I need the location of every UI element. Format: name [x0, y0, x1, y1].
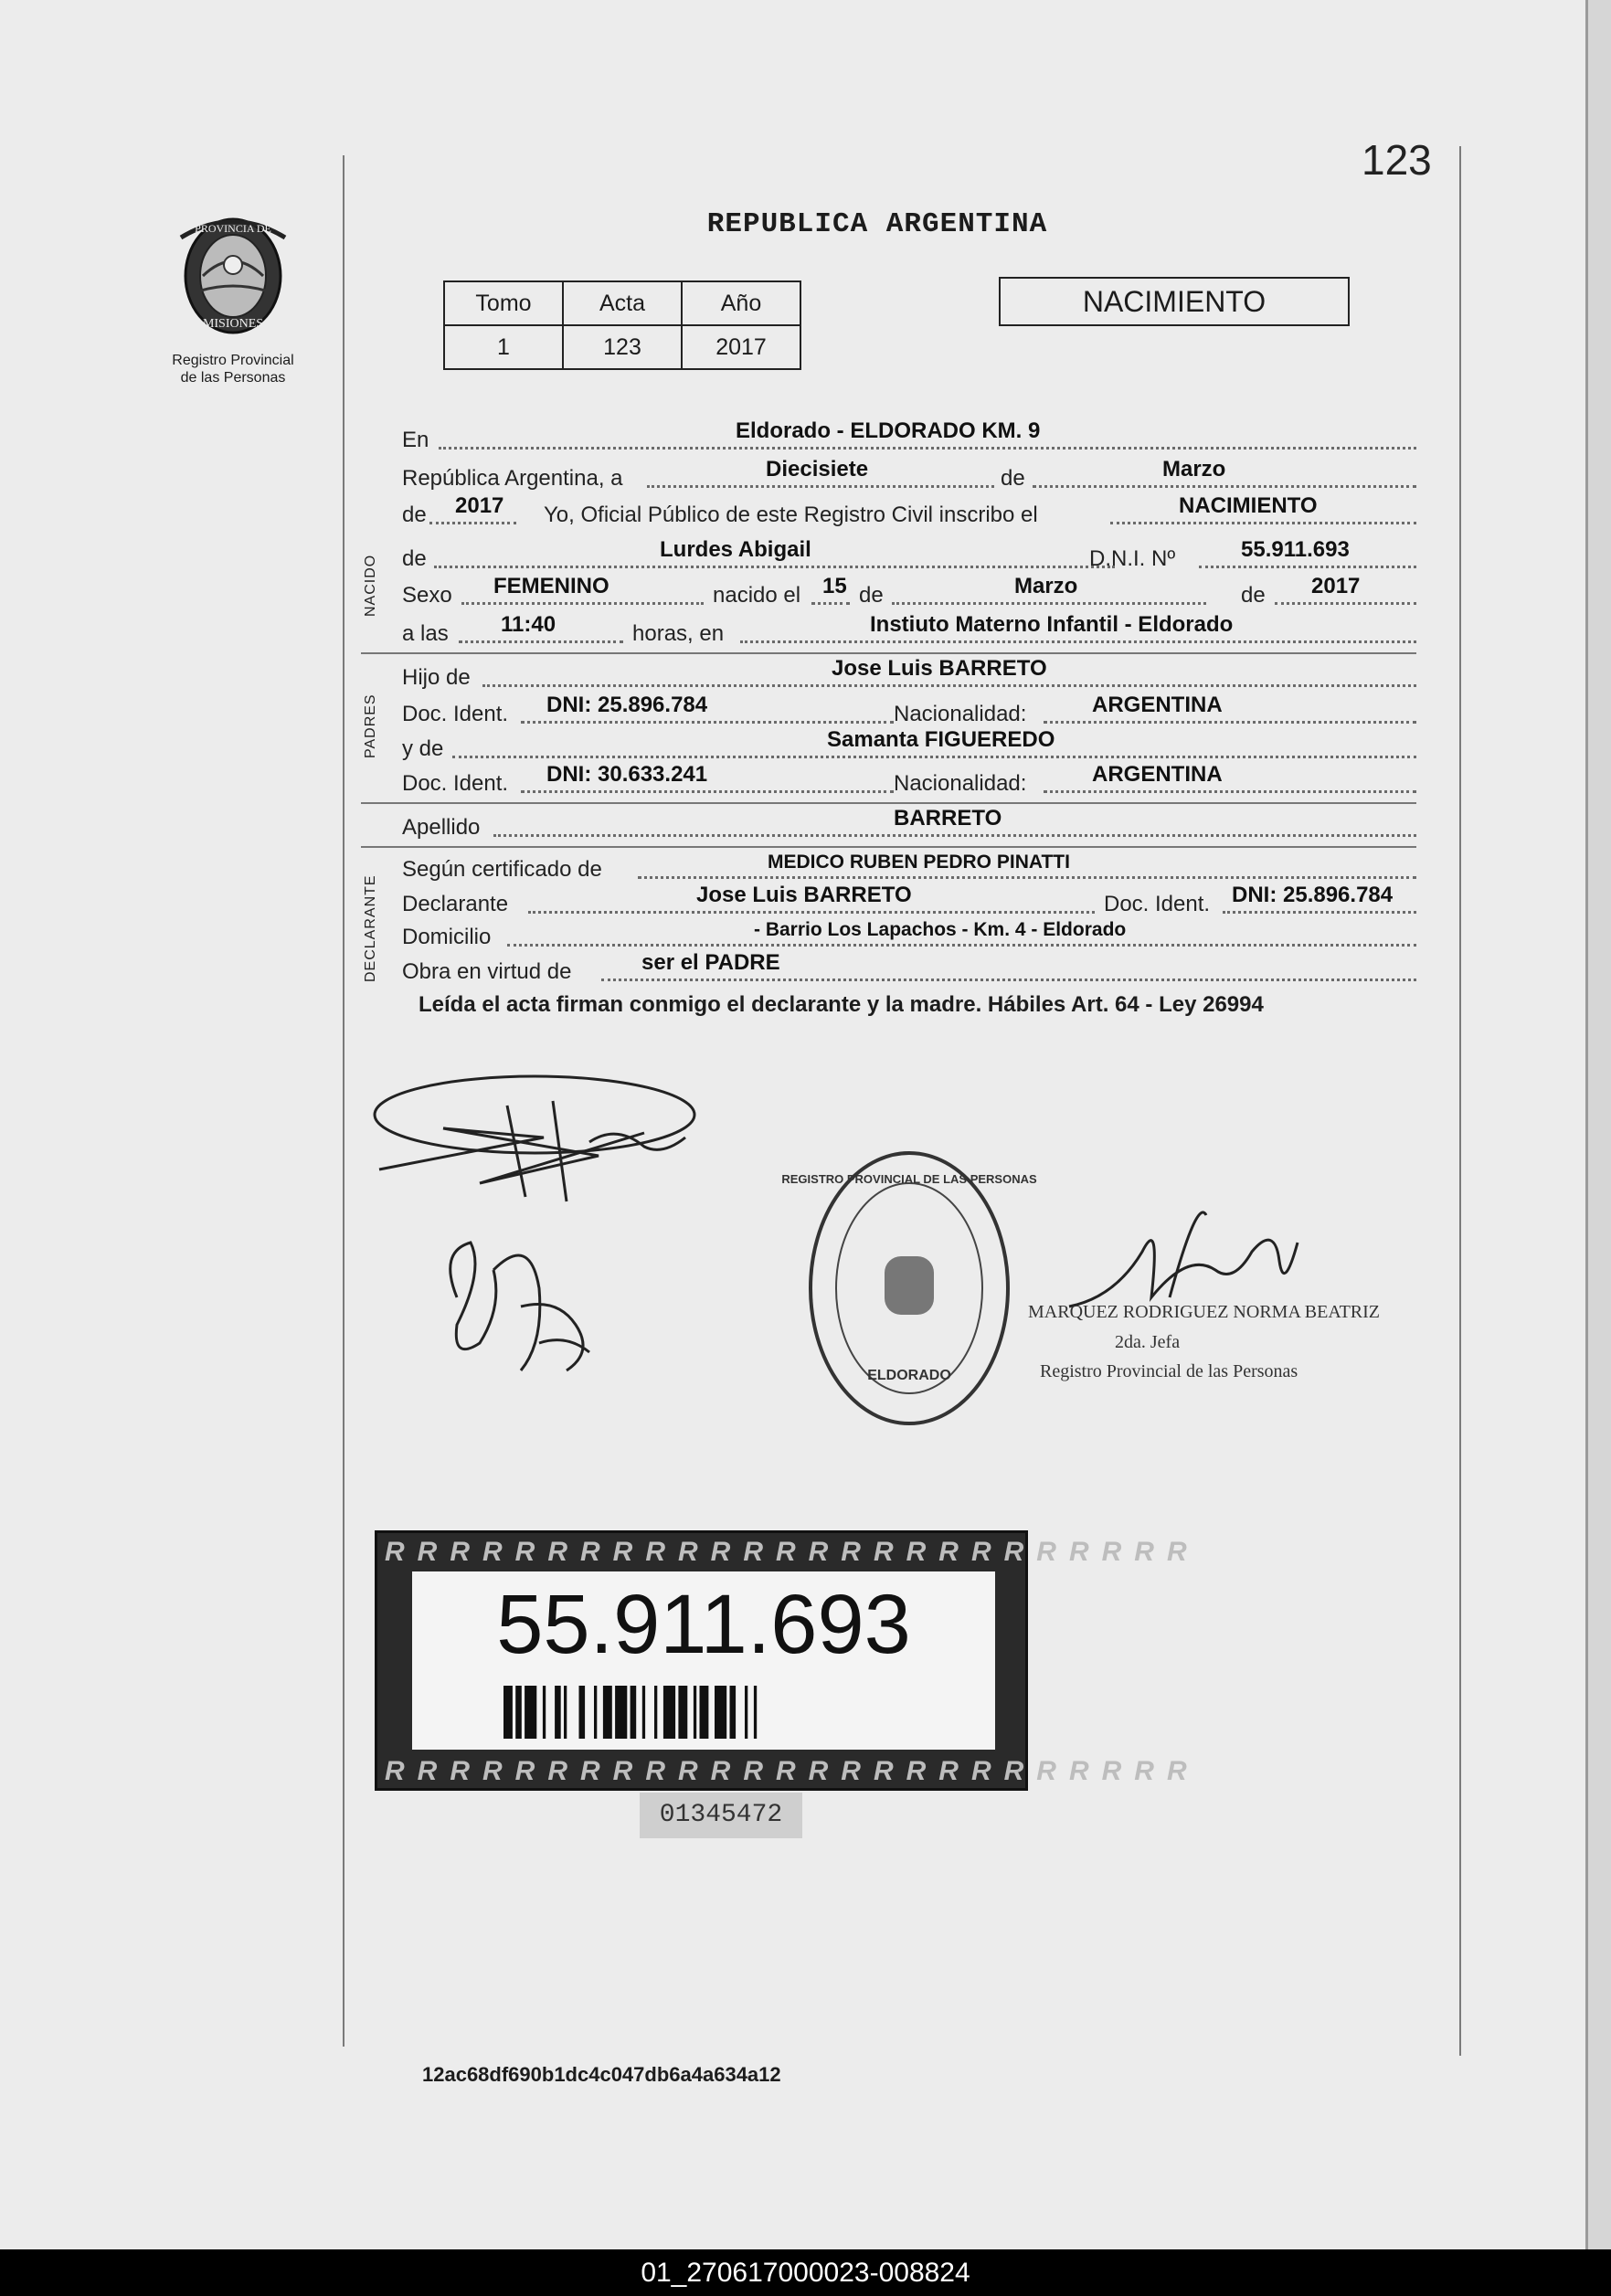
file-id-footer: 01_270617000023-008824: [0, 2249, 1611, 2296]
anio-value-text: 2017: [455, 493, 504, 518]
yo-label: Yo, Oficial Público de este Registro Civil inscribo el: [544, 503, 1038, 527]
page-edge: [1585, 0, 1611, 2249]
de-label: de: [1001, 466, 1025, 491]
province-emblem-icon: [174, 210, 292, 347]
doc-label-2: Doc. Ident.: [402, 771, 509, 796]
anio-value: 2017: [682, 325, 800, 369]
obra-label: Obra en virtud de: [402, 959, 572, 984]
separator-1: [361, 652, 1416, 654]
nac-label-1: Nacionalidad:: [894, 702, 1027, 726]
nac-de-label: de: [859, 583, 884, 608]
official-name: MARQUEZ RODRIGUEZ NORMA BEATRIZ: [1028, 1302, 1380, 1322]
madre-doc: DNI: 30.633.241: [546, 762, 708, 787]
y-de-label: y de: [402, 736, 444, 761]
certificado-value: MEDICO RUBEN PEDRO PINATTI: [768, 852, 1070, 873]
row-declarante: [402, 883, 1416, 919]
sexo-label: Sexo: [402, 583, 452, 608]
row-sexo: [402, 574, 1416, 610]
madre-nac: ARGENTINA: [1092, 762, 1223, 787]
hora-label: a las: [402, 621, 449, 646]
anio-label: Año: [682, 281, 800, 325]
id-label: [375, 1530, 1200, 1791]
closing-note: Leída el acta firman conmigo el declarante y la madre. Hábiles Art. 64 - Ley 26994: [419, 992, 1264, 1017]
registry-stamp: [781, 1147, 1037, 1430]
section-nacido: NACIDO: [363, 554, 378, 617]
domicilio-value: - Barrio Los Lapachos - Km. 4 - Eldorado: [754, 919, 1127, 940]
document-title: REPUBLICA ARGENTINA: [706, 208, 1048, 240]
horas-en-label: horas, en: [632, 621, 725, 646]
row-anio: [402, 493, 1416, 530]
acta-label: Acta: [563, 281, 682, 325]
declarant-signature: [370, 1069, 708, 1206]
section-declarante: DECLARANTE: [363, 874, 378, 982]
right-margin-line: [1459, 146, 1461, 2056]
emblem-caption-line2: de las Personas: [180, 370, 286, 386]
en-value: Eldorado - ELDORADO KM. 9: [736, 418, 1041, 443]
sexo-value: FEMENINO: [493, 574, 609, 598]
row-certificado: [402, 848, 1416, 884]
nac-mes: Marzo: [1014, 574, 1078, 598]
stamp-ring-text: REGISTRO PROVINCIAL DE LAS PERSONAS: [781, 1172, 1037, 1186]
declarante-label: Declarante: [402, 892, 509, 916]
nac-label-2: Nacionalidad:: [894, 771, 1027, 796]
nombre-label: de: [402, 546, 427, 571]
padre-nac: ARGENTINA: [1092, 693, 1223, 717]
label-strip-top: RRRRRRRRRRRRRRRRRRRRRRRRR: [385, 1537, 1200, 1567]
nac-dia: 15: [822, 574, 847, 598]
official-office: Registro Provincial de las Personas: [1040, 1361, 1298, 1381]
section-padres: PADRES: [363, 693, 378, 758]
en-label: En: [402, 428, 429, 452]
emblem-caption: [151, 352, 315, 386]
madre-value: Samanta FIGUEREDO: [827, 727, 1055, 752]
row-domicilio: [402, 915, 1416, 952]
obra-value: ser el PADRE: [641, 950, 780, 975]
emblem-ring-top: PROVINCIA DE: [195, 222, 271, 235]
label-inner: [412, 1571, 995, 1750]
row-hora: [402, 612, 1416, 649]
dni-value: 55.911.693: [1241, 537, 1350, 562]
page-number: 123: [1362, 136, 1432, 184]
hora-value: 11:40: [501, 612, 556, 637]
dia-value: Diecisiete: [766, 457, 869, 481]
mes-value: Marzo: [1162, 457, 1226, 481]
hijo-de-label: Hijo de: [402, 665, 471, 690]
row-apellido: [402, 806, 1416, 842]
de2-label: de: [402, 503, 427, 527]
document-hash: 12ac68df690b1dc4c047db6a4a634a12: [422, 2063, 781, 2086]
apellido-label: Apellido: [402, 815, 481, 840]
padre-value: Jose Luis BARRETO: [832, 656, 1047, 681]
emblem-caption-line1: Registro Provincial: [172, 353, 294, 368]
row-doc-madre: [402, 762, 1416, 799]
row-nombre: [402, 537, 1416, 574]
nombre-value: Lurdes Abigail: [660, 537, 811, 562]
barcode-icon: [503, 1686, 906, 1739]
tomo-acta-anio-table: [443, 280, 801, 370]
declarante-value: Jose Luis BARRETO: [696, 883, 912, 907]
separator-2: [361, 802, 1416, 804]
left-margin-line: [343, 155, 344, 2047]
tomo-label: Tomo: [444, 281, 563, 325]
domicilio-label: Domicilio: [402, 925, 492, 949]
record-type-box: NACIMIENTO: [999, 277, 1350, 326]
dni-label: D.N.I. Nº: [1089, 546, 1176, 571]
decl-doc-label: Doc. Ident.: [1104, 892, 1211, 916]
nac-de2-label: de: [1241, 583, 1266, 608]
row-doc-padre: [402, 693, 1416, 729]
row-en: [402, 418, 1416, 455]
doc-label-1: Doc. Ident.: [402, 702, 509, 726]
stamp-inner-text: ELDORADO: [867, 1368, 951, 1383]
emblem-ring-bottom: MISIONES: [202, 317, 264, 331]
row-republica: [402, 457, 1416, 493]
decl-doc-value: DNI: 25.896.784: [1232, 883, 1394, 907]
label-strip-bottom: RRRRRRRRRRRRRRRRRRRRRRRRR: [385, 1756, 1200, 1786]
nacido-el-label: nacido el: [713, 583, 801, 608]
tomo-value: 1: [444, 325, 563, 369]
label-number: 55.911.693: [496, 1578, 911, 1671]
inscribo-value: NACIMIENTO: [1179, 493, 1318, 518]
certificado-label: Según certificado de: [402, 857, 602, 882]
row-hijo-de: [402, 656, 1416, 693]
republica-label: República Argentina, a: [402, 466, 623, 491]
mother-signature: [429, 1215, 612, 1389]
acta-value: 123: [563, 325, 682, 369]
nac-anio: 2017: [1311, 574, 1361, 598]
row-obra: [402, 950, 1416, 987]
lugar-value: Instiuto Materno Infantil - Eldorado: [870, 612, 1234, 637]
serial-number: 01345472: [640, 1793, 802, 1838]
row-y-de: [402, 727, 1416, 764]
official-role: 2da. Jefa: [1115, 1332, 1181, 1352]
apellido-value: BARRETO: [894, 806, 1002, 831]
padre-doc: DNI: 25.896.784: [546, 693, 708, 717]
